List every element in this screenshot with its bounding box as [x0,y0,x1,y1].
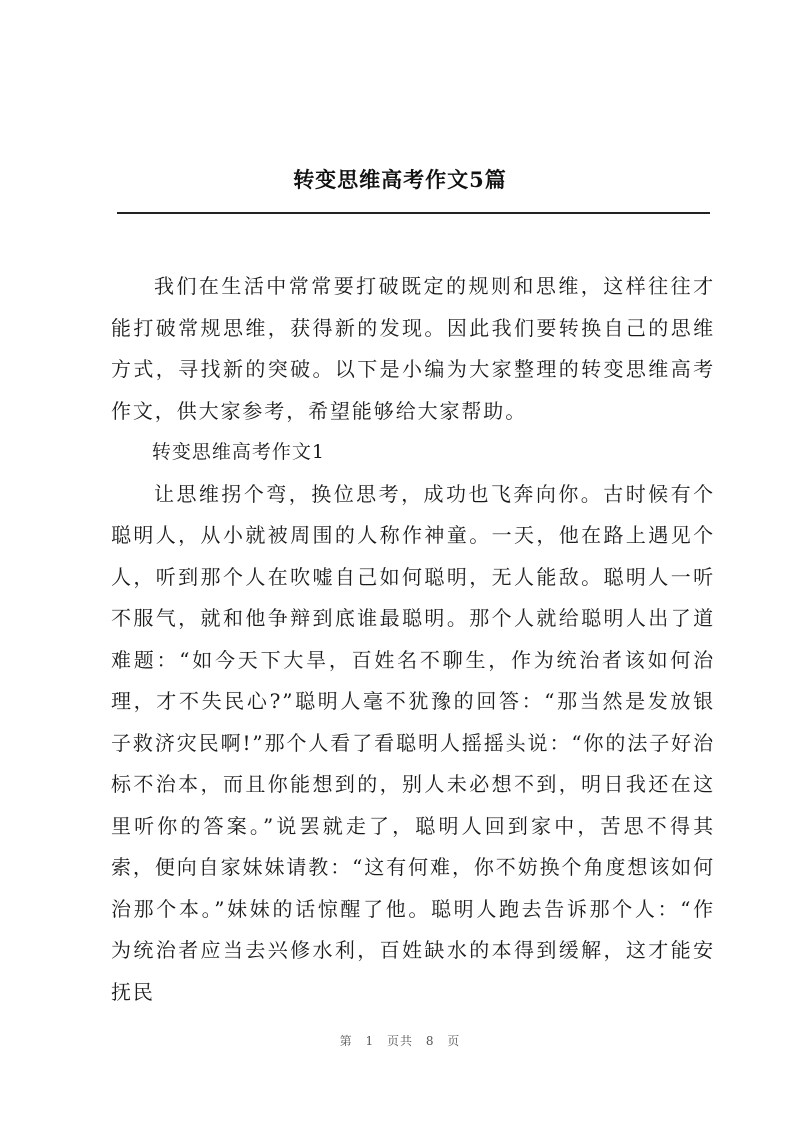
page-label-prefix: 第 [339,1034,353,1048]
document-body [111,266,715,1013]
section-paragraph: 让思维拐个弯，换位思考，成功也飞奔向你。古时候有个聪明人，从小就被周围的人称作神童。一天，他在路上遇见个人，听到那个人在吹嘘自己如何聪明，无人能敌。聪明人一听不服气，就和他争辩到底谁最聪明。那个人就给聪明人出了道难题：“如今天下大旱，百姓名不聊生，作为统治者该如何治理，才不失民心?”聪明人毫不犹豫的回答：“那当然是发放银子救济灾民啊!”那个人看了看聪明人摇摇头说：“你的法子好治标不治本，而且你能想到的，别人未必想不到，明日我还在这里听你的答案。”说罢就走了，聪明人回到家中，苦思不得其索，便向自家妹妹请教：“这有何难，你不妨换个角度想该如何治那个本。”妹妹的话惊醒了他。聪明人跑去告诉那个人：“作为统治者应当去兴修水利，百姓缺水的本得到缓解，这才能安抚民 [111,481,715,1004]
section-heading: 转变思维高考作文1 [151,441,325,463]
page-footer [0,1032,800,1049]
current-page-number: 1 [365,1034,375,1048]
intro-paragraph: 我们在生活中常常要打破既定的规则和思维，这样往往才能打破常规思维，获得新的发现。因此我们要转换自己的思维方式，寻找新的突破。以下是小编为大家整理的转变思维高考作文，供大家参考，希望能够给大家帮助。 [111,274,715,423]
title-divider [117,212,710,214]
total-pages-number: 8 [425,1034,435,1048]
page-label-mid: 页共 [386,1034,413,1048]
document-title: 转变思维高考作文5篇 [293,167,507,192]
page-label-suffix: 页 [447,1034,461,1048]
